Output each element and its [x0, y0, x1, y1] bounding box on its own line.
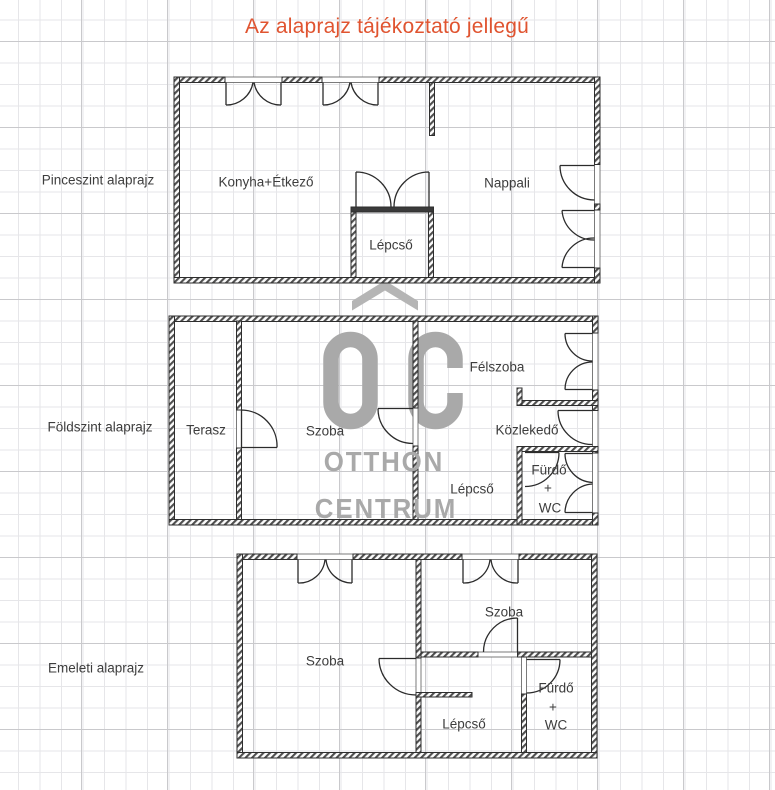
room-label-lepcso-ground: Lépcső — [450, 481, 494, 497]
upper-window-1 — [298, 560, 352, 584]
floor-label-ground: Földszint alaprajz — [47, 419, 153, 435]
room-label-kozlekedo: Közlekedő — [495, 422, 559, 438]
furdo-window-ground — [565, 454, 593, 513]
room-label-szoba-ground: Szoba — [305, 423, 345, 439]
page-title: Az alaprajz tájékoztató jellegű — [244, 15, 530, 38]
room-label-felszoba: Félszoba — [469, 359, 525, 375]
watermark-letter-o — [331, 340, 370, 422]
upper-window-2 — [463, 560, 518, 584]
watermark-line2: CENTRUM — [314, 493, 458, 524]
room-label-plus-upper: + — [549, 699, 557, 715]
room-label-lepcso-basement: Lépcső — [369, 237, 413, 253]
terasz-door — [242, 410, 278, 448]
felszoba-window — [565, 334, 593, 390]
room-label-szoba-upper-left: Szoba — [305, 653, 345, 669]
room-label-szoba-upper-right: Szoba — [484, 604, 524, 620]
upper-left-szoba-door — [379, 659, 416, 696]
basement-right-double-door — [562, 211, 595, 268]
basement-stair-doors — [356, 172, 429, 207]
szoba-door — [378, 409, 413, 444]
basement-window-2 — [323, 83, 378, 106]
upper-floor-plan — [237, 554, 597, 758]
room-label-nappali: Nappali — [484, 175, 530, 191]
upper-szoba-door — [484, 618, 518, 652]
room-label-furdo-ground: Fürdő — [531, 462, 567, 478]
basement-window-1 — [226, 83, 281, 106]
watermark-letter-c — [416, 340, 455, 422]
room-label-wc-ground: WC — [538, 500, 562, 516]
kozlekedo-door — [558, 411, 593, 445]
room-label-plus-ground: + — [544, 480, 552, 496]
watermark-logo — [331, 281, 455, 422]
watermark-line1: OTTHON — [323, 446, 445, 477]
room-label-lepcso-upper: Lépcső — [442, 716, 486, 732]
floor-label-upper: Emeleti alaprajz — [47, 660, 145, 676]
room-label-konyha-etkezo: Konyha+Étkező — [218, 174, 314, 190]
room-label-furdo-upper: Fürdő — [538, 680, 574, 696]
basement-right-door — [560, 166, 595, 201]
floor-label-basement: Pinceszint alaprajz — [41, 172, 155, 188]
room-label-wc-upper: WC — [544, 717, 568, 733]
room-label-terasz: Terasz — [186, 422, 226, 438]
watermark-roof-icon — [352, 281, 418, 311]
